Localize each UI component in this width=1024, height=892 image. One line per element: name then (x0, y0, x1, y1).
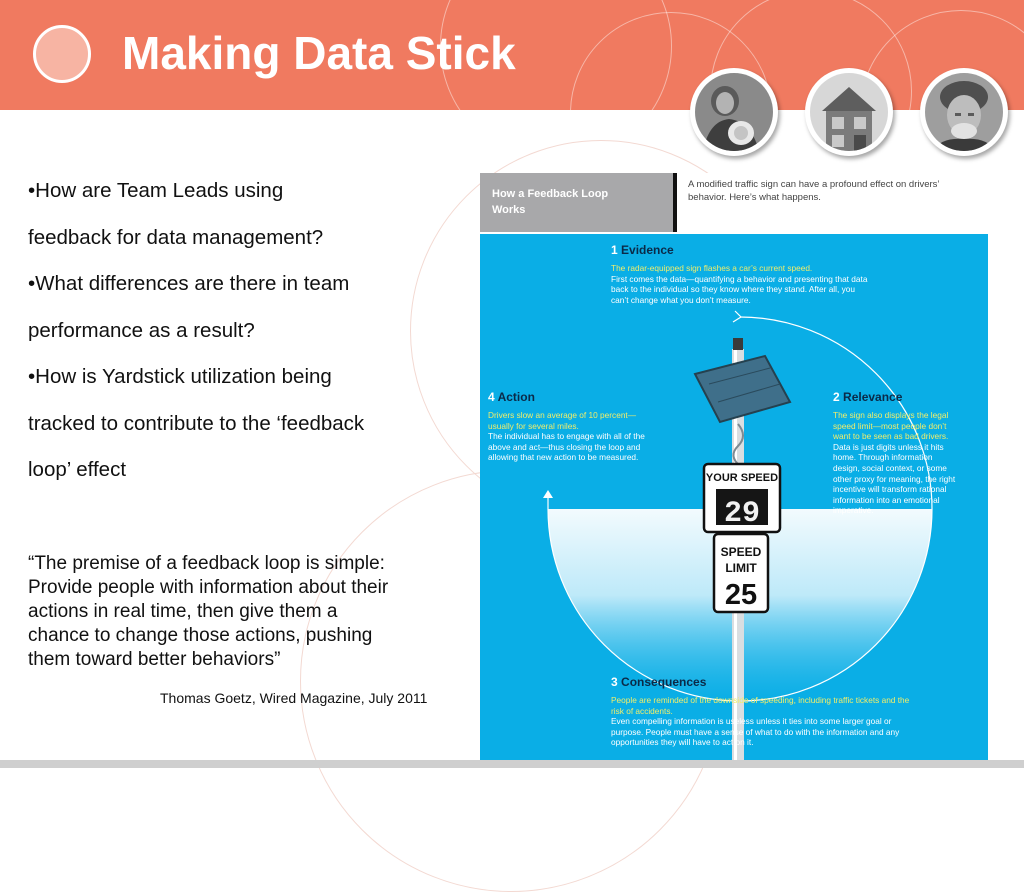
quote-line: Provide people with information about their (28, 577, 389, 598)
section-number: 2 (833, 390, 840, 404)
speed-limit-value: 25 (724, 579, 758, 611)
section-evidence-title (611, 243, 674, 257)
section-number: 1 (611, 243, 618, 257)
section-number: 3 (611, 675, 618, 689)
section-title: Action (497, 390, 535, 404)
slide-title: Making Data Stick (122, 27, 516, 79)
solar-panel (695, 356, 790, 422)
body-line: other proxy for meaning, the right (833, 473, 956, 484)
bottom-bar (0, 760, 1024, 768)
section-relevance-title (833, 390, 902, 404)
section-consequences-title (611, 675, 706, 689)
body-line: design, social context, or some (833, 462, 947, 473)
arrow-head (543, 490, 553, 498)
feedback-loop-infographic (480, 173, 988, 766)
body-line: Data is just digits unless it hits (833, 441, 944, 452)
infographic-header (480, 173, 673, 232)
highlight-line: The sign also displays the legal (833, 410, 949, 420)
bullet-line: •How is Yardstick utilization being (28, 365, 332, 388)
intro-line: behavior. Here’s what happens. (688, 192, 821, 203)
body-line: back to the individual so they know where they stand. After all, you (611, 284, 855, 295)
quote-line: “The premise of a feedback loop is simple: (28, 553, 385, 574)
bullet-line: •What differences are there in team (28, 272, 350, 295)
body-line: The individual has to engage with all of the (488, 431, 645, 442)
body-line: First comes the data—quantifying a behavior and presenting that data (611, 273, 868, 284)
quote-line: them toward better behaviors” (28, 649, 281, 670)
quote-line: actions in real time, then give them a (28, 601, 338, 622)
your-speed-label: YOUR SPEED (705, 472, 779, 484)
section-relevance-text (833, 410, 955, 516)
divider (673, 173, 677, 232)
body-line: opportunities they will have to act on it. (611, 737, 754, 748)
quote-attribution: Thomas Goetz, Wired Magazine, July 2011 (160, 690, 428, 706)
body-line: information into an emotional (833, 494, 940, 505)
photo-elderly-man (920, 68, 1008, 156)
quote-line: chance to change those actions, pushing (28, 625, 373, 646)
sign-pole-cap (733, 338, 743, 350)
logo-circle (33, 25, 91, 83)
body-line: Even compelling information is useless unless it ties into some larger goal or (611, 716, 892, 727)
infographic-panel (480, 234, 988, 766)
speed-limit-label: SPEED (720, 545, 762, 559)
highlight-line: Drivers slow an average of 10 percent— (488, 410, 637, 420)
highlight-line: risk of accidents. (611, 705, 673, 716)
body-line: home. Through information (833, 452, 933, 463)
bullet-line: performance as a result? (28, 318, 255, 342)
body-line: allowing that new action to be measured. (488, 452, 639, 463)
section-title: Relevance (843, 390, 903, 404)
arrow-head (733, 311, 741, 322)
bullet-list (28, 168, 468, 494)
highlight-line: The radar-equipped sign flashes a car’s current speed. (611, 263, 813, 273)
bullet-line: •How are Team Leads using (28, 179, 284, 202)
section-consequences-text (611, 695, 909, 748)
speed-limit-label: LIMIT (725, 561, 757, 575)
highlight-line: speed limit—most people don’t (833, 420, 947, 431)
infographic-intro (688, 178, 940, 204)
section-action-text (488, 410, 645, 463)
photo-mother-child (690, 68, 778, 156)
body-line: imperative. (833, 505, 874, 516)
quote (28, 552, 468, 672)
bullet-line: tracked to contribute to the ‘feedback (28, 411, 365, 435)
highlight-line: usually for several miles. (488, 420, 579, 431)
infographic-header-line: How a Feedback Loop (492, 188, 609, 200)
infographic-header-line: Works (492, 204, 526, 216)
body-line: purpose. People must have a sense of what to do with the information and any (611, 726, 900, 737)
body-line: incentive will transform rational (833, 484, 947, 495)
highlight-line: People are reminded of the downside of speeding, including traffic tickets and the (611, 695, 910, 705)
section-title: Consequences (621, 675, 707, 689)
highlight-line: want to be seen as bad drivers. (833, 431, 949, 442)
section-title: Evidence (621, 243, 674, 257)
photo-house (805, 68, 893, 156)
bullet-line: loop’ effect (28, 458, 127, 481)
intro-line: A modified traffic sign can have a profound effect on drivers’ (688, 179, 940, 190)
body-line: above and act—thus closing the loop and (488, 441, 641, 452)
body-line: can’t change what you don’t measure. (611, 294, 751, 305)
bullet-line: feedback for data management? (28, 225, 324, 249)
section-action-title (488, 390, 535, 404)
current-speed-value: 29 (723, 497, 761, 531)
section-number: 4 (488, 390, 495, 404)
section-evidence-text (611, 263, 867, 305)
